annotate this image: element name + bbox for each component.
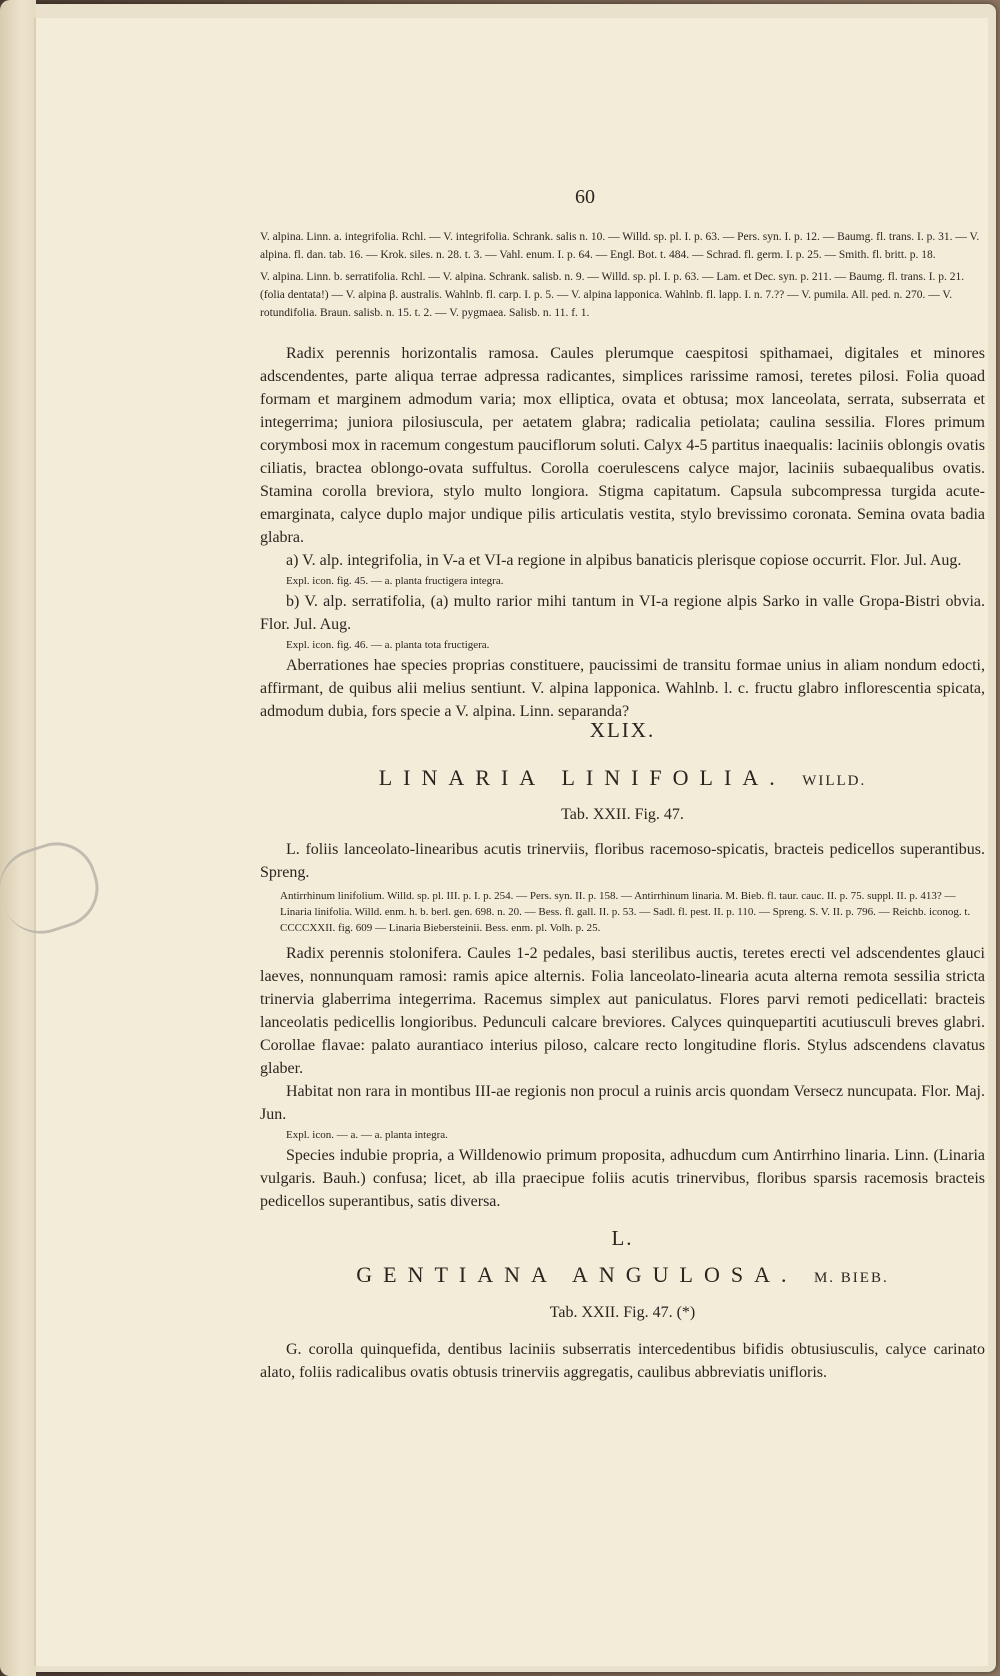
gentiana-number: L. [611, 1226, 634, 1250]
gentiana-diagnosis-text: G. corolla quinquefida, dentibus laciniis subserratis intercedentibus bifidis obtusiusculis, calyce carinato alato, foliis radicalibus ovatis obtusis trinerviis aggregatis, caulibus abbreviatis unifloris. [260, 1341, 985, 1381]
veronica-variety-a: a) V. alp. integrifolia, in V-a et VI-a regione in alpibus banaticis plerisque copiose occurrit. Flor. Jul. Aug. [286, 552, 962, 569]
linaria-description: Radix perennis stolonifera. Caules 1-2 pedales, basi sterilibus auctis, teretes erecti vel adscendentes glauci laeves, nonnunquam ramosi: ramis apice alternis. Folia lanceolato-linearia acuta alterna remota sessilia stricta trinervia glaberrima integerrima. Racemus simplex aut paniculatus. Flores parvi remoti pedicellati: bracteis lanceolatis pedicellis longioribus. Pedunculi calcare breviores. Calyces quinquepartiti acutiusculi breves glabri. Corollae flavae: palato aurantiaco interius piloso, calcare recto longitudine floris. Stylus adscendens clavatus glaber. [260, 945, 985, 1077]
veronica-variety-b: b) V. alp. serratifolia, (a) multo rarior mihi tantum in VI-a regione alpis Sarko in valle Gropa-Bistri obvia. Flor. Jul. Aug. [260, 593, 985, 633]
linaria-author: WILLD. [802, 773, 867, 789]
linaria-title: LINARIA LINIFOLIA. [378, 765, 786, 790]
gentiana-title: GENTIANA ANGULOSA. [356, 1262, 798, 1287]
veronica-ref-a: V. alpina. Linn. a. integrifolia. Rchl. — V. integrifolia. Schrank. salis n. 10. — Willd. sp. pl. I. p. 63. — Pers. syn. I. p. 12. — Baumg. fl. trans. I. p. 31. — V. alpina. fl. dan. tab. 16. — Krok. siles. n. 28. t. 3. — Vahl. enum. I. p. 64. — Engl. Bot. t. 484. — Schrad. fl. germ. I. p. 25. — Smith. fl. britt. p. 18. [260, 231, 980, 261]
veronica-variety-b-expl: Expl. icon. fig. 46. — a. planta tota fructigera. [286, 639, 490, 651]
veronica-description: Radix perennis horizontalis ramosa. Caules plerumque caespitosi spithamaei, digitales et minores adscendentes, parte aliqua terrae adpressa radicantes, simplices rarissime ramosi, teretes pilosi. Folia quoad formam et marginem admodum varia; mox elliptica, ovata et obtusa; mox lanceolata, serrata, subserrata et integerrima; juniora pilosiuscula, per aetatem glabra; radicalia petiolata; caulina sessilia. Flores primum corymbosi mox in racemum congestum pauciflorum soluti. Calyx 4-5 partitus inaequalis: laciniis oblongis ovatis ciliatis, bractea oblongo-ovata suffultus. Corolla coerulescens calyce major, laciniis subaequalibus ovatis. Stamina corolla breviora, stylo multo longiora. Stigma capitatum. Capsula subcompressa turgida acute-emarginata, calyce duplo major undique pilis articulatis vestita, stylo brevissimo coronata. Semina ovata badia glabra. [260, 345, 985, 546]
linaria-remark: Species indubie propria, a Willdenowio primum proposita, adhucdum cum Antirrhino linaria. Linn. (Linaria vulgaris. Bauh.) confusa; licet, ab illa praecipue foliis acutis trinervibus, floribus sparsis racemosis bracteis pedicellos superantibus, satis diversa. [260, 1147, 985, 1210]
page-number: 60 [575, 186, 595, 208]
linaria-diagnosis-text: L. foliis lanceolato-linearibus acutis trinerviis, floribus racemoso-spicatis, bracteis pedicellos superantibus. Spreng. [260, 841, 985, 881]
veronica-ref-b: V. alpina. Linn. b. serratifolia. Rchl. — V. alpina. Schrank. salisb. n. 9. — Willd. sp. pl. I. p. 63. — Lam. et Dec. syn. p. 211. — Baumg. fl. trans. I. p. 21. (folia dentata!) — V. alpina β. australis. Wahlnb. fl. carp. I. p. 5. — V. alpina lapponica. Wahlnb. fl. lapp. I. n. 7.?? — V. pumila. All. ped. n. 270. — V. rotundifolia. Braun. salisb. n. 15. t. 2. — V. pygmaea. Salisb. n. 11. f. 1. [260, 271, 965, 319]
veronica-remark: Aberrationes hae species proprias constituere, paucissimi de transitu formae unius in aliam nondum edocti, affirmant, de quibus alii melius sentiunt. V. alpina lapponica. Wahlnb. l. c. fructu glabro inflorescentia spicata, admodum dubia, fors specie a V. alpina. Linn. separanda? [260, 657, 985, 720]
linaria-expl: Expl. icon. — a. — a. planta integra. [286, 1129, 448, 1141]
linaria-diagnosis [260, 838, 985, 884]
linaria-body [260, 942, 985, 1213]
gentiana-plate: Tab. XXII. Fig. 47. (*) [549, 1304, 696, 1321]
linaria-number: XLIX. [589, 718, 656, 742]
veronica-variety-a-expl: Expl. icon. fig. 45. — a. planta fructigera integra. [286, 575, 504, 587]
linaria-plate: Tab. XXII. Fig. 47. [561, 806, 684, 823]
gentiana-title-block [260, 1262, 985, 1288]
gentiana-author: M. BIEB. [813, 1270, 889, 1286]
linaria-title-block [260, 765, 985, 791]
linaria-habitat: Habitat non rara in montibus III-ae regionis non procul a ruinis arcis quondam Versecz nuncupata. Flor. Maj. Jun. [260, 1083, 985, 1123]
veronica-references [260, 228, 985, 322]
linaria-references: Antirrhinum linifolium. Willd. sp. pl. III. p. I. p. 254. — Pers. syn. II. p. 158. — Antirrhinum linaria. M. Bieb. fl. taur. cauc. II. p. 75. suppl. II. p. 413? — Linaria linifolia. Willd. enm. h. b. berl. gen. 698. n. 20. — Bess. fl. gall. II. p. 53. — Sadl. fl. pest. II. p. 110. — Spreng. S. V. II. p. 796. — Reichb. iconog. t. CCCCXXII. fig. 609 — Linaria Biebersteinii. Bess. enm. pl. Volh. p. 25. [280, 890, 971, 934]
veronica-body [260, 342, 985, 723]
gentiana-diagnosis [260, 1338, 985, 1384]
page-edge [0, 0, 36, 1676]
